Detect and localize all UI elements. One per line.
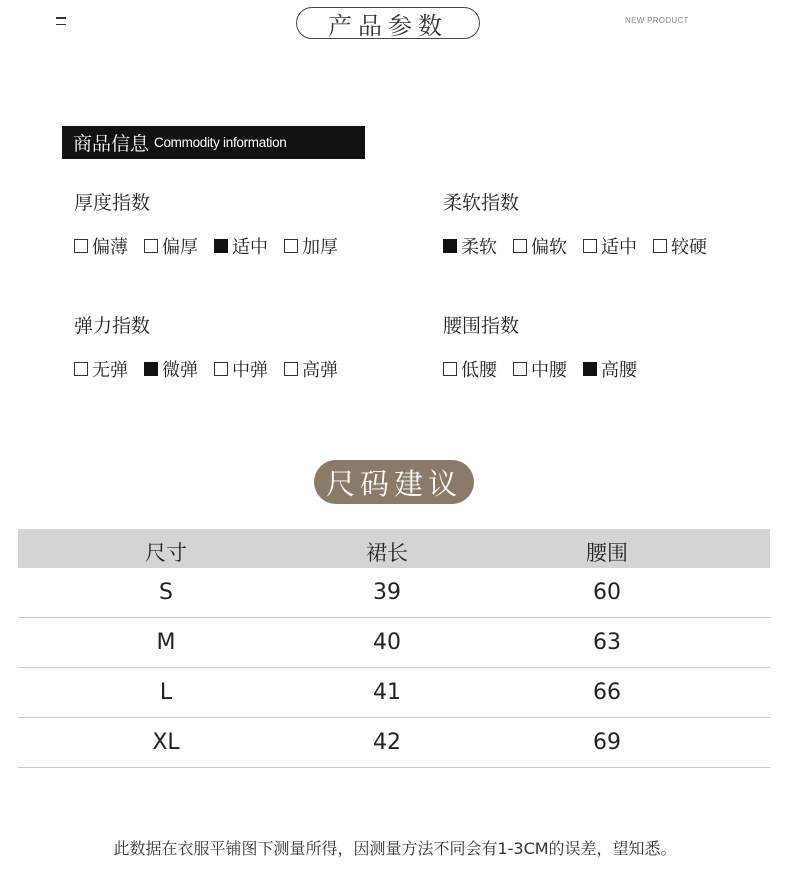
option-hard[interactable]: 较硬 — [653, 233, 707, 259]
option-thick[interactable]: 偏厚 — [144, 233, 198, 259]
attr-options — [74, 356, 354, 382]
commodity-info-header — [62, 126, 365, 159]
attr-title: 腰围指数 — [443, 315, 520, 337]
checkbox-icon — [74, 239, 88, 253]
attr-waist — [443, 311, 653, 382]
cell-waist: 69 — [593, 730, 621, 755]
cell-length: 40 — [373, 630, 401, 655]
table-row — [18, 568, 770, 618]
attr-title: 柔软指数 — [443, 192, 520, 214]
cell-length: 42 — [373, 730, 401, 755]
cell-size: M — [156, 630, 176, 655]
header-waist: 腰围 — [586, 540, 628, 565]
option-mid-waist[interactable]: 中腰 — [513, 356, 567, 382]
option-medium[interactable]: 适中 — [583, 233, 637, 259]
option-high-stretch[interactable]: 高弹 — [284, 356, 338, 382]
checkbox-icon — [513, 362, 527, 376]
size-table — [18, 529, 770, 768]
checkbox-checked-icon — [583, 362, 597, 376]
checkbox-icon — [284, 239, 298, 253]
cell-waist: 60 — [593, 580, 621, 605]
checkbox-icon — [74, 362, 88, 376]
checkbox-checked-icon — [443, 239, 457, 253]
cell-size: L — [159, 680, 173, 705]
cell-length: 39 — [373, 580, 401, 605]
checkbox-icon — [284, 362, 298, 376]
option-high-waist[interactable]: 高腰 — [583, 356, 637, 382]
attr-elasticity — [74, 311, 354, 382]
table-row — [18, 618, 770, 668]
attr-options — [74, 233, 354, 259]
checkbox-checked-icon — [144, 362, 158, 376]
page-title: 产品参数 — [296, 7, 480, 39]
table-row — [18, 718, 770, 768]
cell-waist: 63 — [593, 630, 621, 655]
option-extra-thick[interactable]: 加厚 — [284, 233, 338, 259]
option-medium[interactable]: 适中 — [214, 233, 268, 259]
checkbox-icon — [144, 239, 158, 253]
option-slight-stretch[interactable]: 微弹 — [144, 356, 198, 382]
commodity-info-title-en: Commodity information — [154, 135, 287, 150]
option-low-waist[interactable]: 低腰 — [443, 356, 497, 382]
header-size: 尺寸 — [145, 540, 187, 565]
option-no-stretch[interactable]: 无弹 — [74, 356, 128, 382]
new-product-label: NEW PRODUCT — [625, 16, 689, 25]
attr-softness — [443, 188, 723, 259]
checkbox-icon — [443, 362, 457, 376]
attr-thickness — [74, 188, 354, 259]
table-header — [18, 529, 770, 568]
checkbox-icon — [214, 362, 228, 376]
checkbox-icon — [583, 239, 597, 253]
attr-title: 厚度指数 — [74, 192, 151, 214]
size-guide-title: 尺码建议 — [314, 460, 474, 504]
option-thin[interactable]: 偏薄 — [74, 233, 128, 259]
commodity-info-title-zh: 商品信息 — [73, 133, 150, 155]
cell-waist: 66 — [593, 680, 621, 705]
table-row — [18, 668, 770, 718]
cell-size: S — [159, 580, 173, 605]
checkbox-icon — [513, 239, 527, 253]
cell-length: 41 — [373, 680, 401, 705]
menu-icon[interactable] — [56, 17, 66, 26]
checkbox-icon — [653, 239, 667, 253]
option-softish[interactable]: 偏软 — [513, 233, 567, 259]
measurement-note: 此数据在衣服平铺图下测量所得，因测量方法不同会有1-3CM的误差，望知悉。 — [113, 839, 677, 858]
attr-title: 弹力指数 — [74, 315, 151, 337]
attr-options — [443, 356, 653, 382]
checkbox-checked-icon — [214, 239, 228, 253]
option-soft[interactable]: 柔软 — [443, 233, 497, 259]
attr-options — [443, 233, 723, 259]
option-medium-stretch[interactable]: 中弹 — [214, 356, 268, 382]
cell-size: XL — [152, 730, 180, 755]
header-length: 裙长 — [366, 540, 408, 565]
